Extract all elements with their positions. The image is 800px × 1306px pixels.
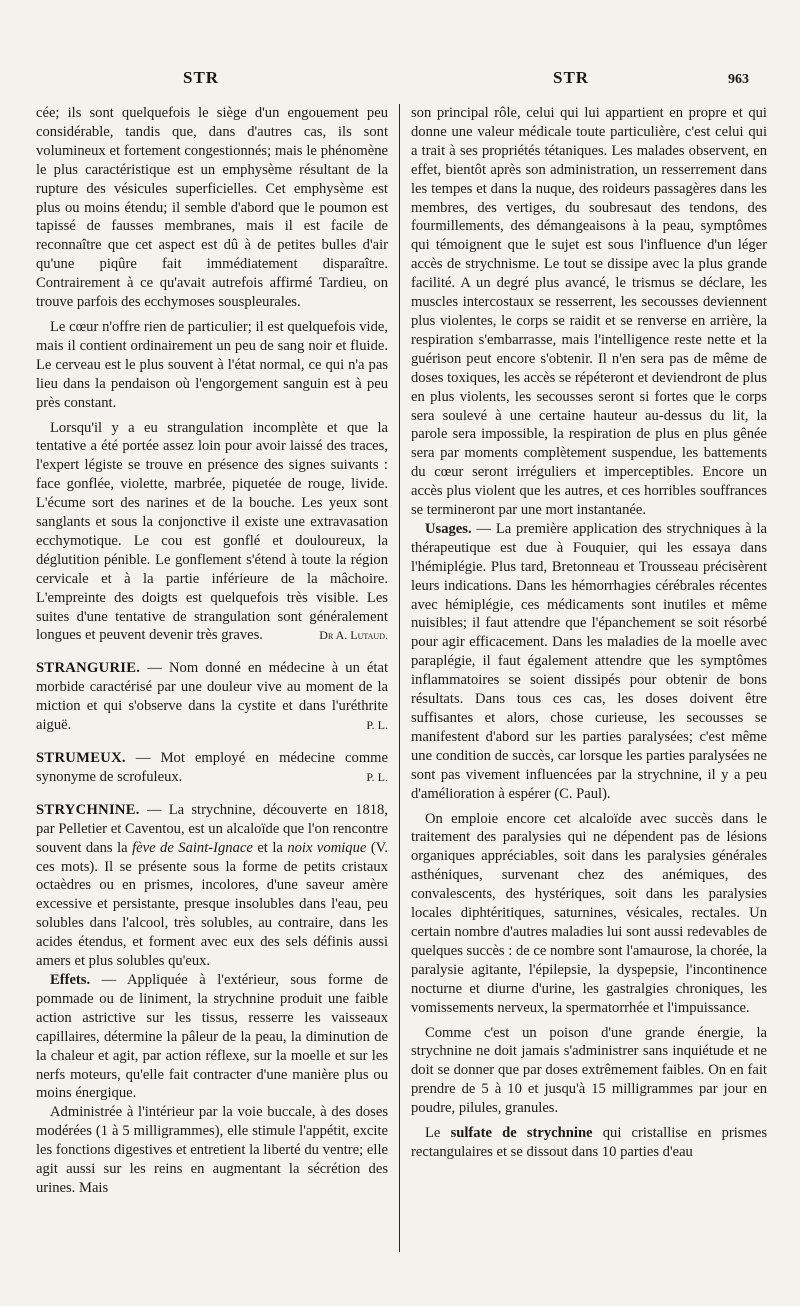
author-signature: P. L. [366,718,388,733]
entry-definition: et la [252,839,288,856]
entry-strychnine [36,801,388,971]
entry-headword: STRUMEUX. [36,750,126,766]
entry-headword: STRYCHNINE. [36,801,140,818]
paragraph-heart: Le cœur n'offre rien de particulier; il est quelquefois vide, mais il contient ordinairement un peu de sang noir et fluide. Le cerveau est le plus souvent à l'état normal, ce qui n'a pas lieu dans la pendaison où l'engorgement sanguin est à peu près constant. [36,318,388,411]
paragraph-lungs: cée; ils sont quelquefois le siège d'un engouement peu considérable, tandis que, dans d'autres cas, ils sont volumineux et fortement congestionnés; mais le phénomène le plus caractéristique est un emphysème résultant de la rupture des vésicules superficielles. Cet emphysème est plus ou moins étendu; il semble d'abord que le poumon est tapissé de fausses membranes, mais il est facile de reconnaître que cet aspect est dû à de petites bulles d'air qu'une piqûre fait immédiatement disparaître. Contrairement à ce qu'avait autrefois affirmé Tardieu, on trouve parfois des ecchymoses souspleurales. [36,105,388,311]
running-head-left: STR [183,68,220,87]
author-signature: Dr A. Lutaud. [319,628,388,643]
italic-term: fève de Saint-Ignace [132,839,253,856]
entry-headword: STRANGURIE. [36,660,141,677]
section-text: — La première application des strychniques à la thérapeutique est due à Fouquier, qui les essaya dans l'hémiplégie. Plus tard, Bretonneau et Trousseau précisèrent leurs indications. Dans les hémorrhagies cérébrales récentes avec hémiplégie, ces médicaments sont inutiles et même nuisibles; il faut attendre que l'épanchement se soit résorbé pour agir efficacement. Dans les maladies de la moelle avec paraplégie, il faut également attendre que les symptômes inflammatoires se soient dissipés pour obtenir de bons résultats. Dans tous ces cas, les doses doivent être suffisantes et alors, chose curieuse, les secousses se manifestent d'abord sur les parties paralysées; c'est même une condition de succès, car lorsque les parties paralysées ne sont pas vivement influencées par la strychnine, il y a peu d'amélioration à espérer (C. Paul). [411,520,767,802]
paragraph-dosage: Comme c'est un poison d'une grande énergie, la strychnine ne doit jamais s'administrer sans inquiétude et ne doit se donner que par doses extrêmement faibles. On en fait prendre de 5 à 10 et jusqu'à 15 milligrammes par jour en poudre, pilules, granules. [411,1024,767,1117]
section-heading: Usages. [425,520,472,537]
bold-term: sulfate de strychnine [450,1125,593,1142]
paragraph-sulfate [411,1124,767,1162]
paragraph-text: qui cristallise en prismes rectangulaires et se dissout dans 10 parties d'eau [411,1125,767,1160]
section-effets [36,971,388,1103]
entry-definition: — La strychnine, découverte en 1818, par Pelletier et Caventou, est un alcaloïde que l'on rencontre souvent dans la [36,801,388,856]
entry-definition: (V. ces mots). Il se présente sous la forme de petits cristaux octaèdres ou en prismes, incolores, d'une saveur amère excessive et persistante, presque insolubles dans l'eau, peu solubles dans l'alcool, très solubles, au contraire, dans les acides étendus, et forment avec eux des sels définis aussi amers et plus solubles qu'eux. [36,839,388,970]
section-usages [411,520,767,804]
entry-definition: — Mot employé en médecine comme synonyme de scrofuleux. [36,750,388,785]
paragraph-text: Le [425,1125,451,1142]
running-head-right: STR [553,68,590,87]
entry-strumeux [36,749,388,787]
entry-strangurie [36,659,388,735]
page-number: 963 [728,72,749,87]
left-column [36,104,388,1198]
paragraph-other-uses: On emploie encore cet alcaloïde avec succès dans le traitement des paralysies qui ne dépendent pas de lésions organiques appréciables, soit dans les paralysies générales asthéniques, survenant chez des anémiques, des convalescents, des hystériques, soit dans les paralysies locales diphtéritiques, saturnines, vésicales, rectales. Un certain nombre d'autres maladies lui sont aussi redevables de quelques succès : de ce nombre sont l'amaurose, la chorée, la paralysie agitante, l'épilepsie, la dyspepsie, l'incontinence nocturne et diurne d'urine, les gastralgies chroniques, les vomissements nerveux, la spermatorrhée et l'impuissance. [411,810,767,1016]
paragraph-text: Lorsqu'il y a eu strangulation incomplète et que la tentative a été portée assez loin pour avoir laissé des traces, l'expert légiste se trouve en présence des signes suivants : face gonflée, violette, marbrée, piquetée de rouge, livide. L'écume sort des narines et de la bouche. Les yeux sont sanglants et sous la conjonctive il existe une extravasation ecchymotique. Le cou est gonflé et douloureux, la déglutition pénible. Le gonflement s'étend à toute la région cervicale et à la partie inférieure de la mâchoire. L'empreinte des doigts est quelquefois très visible. Les suites d'une tentative de strangulation sont généralement longues et peuvent devenir très graves. [36,419,388,644]
author-signature: P. L. [366,769,388,784]
section-text: — Appliquée à l'extérieur, sous forme de pommade ou de liniment, la strychnine produit une faible action astrictive sur les tissus, resserre les vaisseaux capillaires, détermine la pâleur de la peau, la diminution de la chaleur et agit, par action réflexe, sur la moelle et sur les nerfs moteurs, qu'elle fait contracter d'une manière plus ou moins énergique. [36,971,388,1102]
column-divider [399,104,400,1252]
paragraph-administration: Administrée à l'intérieur par la voie buccale, à des doses modérées (1 à 5 milligrammes), elle stimule l'appétit, excite les fonctions digestives et entretient la liberté du ventre; elle agit aussi sur les reins en augmentant la sécrétion des urines. Mais [36,1104,388,1196]
entry-definition: — Nom donné en médecine à un état morbide caractérisé par une douleur vive au moment de la miction et qui s'observe dans la cystite et dans l'uréthrite aiguë. [36,660,388,734]
paragraph-incomplete-strangulation [36,419,388,646]
paragraph-tetanic-properties: son principal rôle, celui qui lui appartient en propre et qui donne une valeur médicale toute particulière, c'est celui qui a trait à ses propriétés tétaniques. Les malades observent, en effet, bientôt après son administration, un resserrement dans les tempes et dans la nuque, des roideurs passagères dans les membres, des vertiges, du soubresaut des tendons, des fourmillements, des démangeaisons à la peau, symptômes qui témoignent que le sujet est sous l'influence d'un léger accès de strychnisme. Le tout se dissipe avec la plus grande facilité. A un degré plus avancé, le trismus se déclare, les muscles intercostaux se resserrent, les secousses deviennent plus violentes, le corps se raidit et se renverse en arrière, la respiration s'embarrasse, mais l'intelligence reste nette et la guérison peut encore s'obtenir. Il n'en sera pas de même de doses toxiques, les accès se répéteront et deviendront de plus en plus violents, les secousses seront si fortes que le corps sera soulevé à une certaine hauteur au-dessus du lit, la parole sera impossible, la respiration de plus en plus gênée sera par moments complètement suspendue, les battements du cœur seront irréguliers et imperceptibles. Encore un accès plus violent que les autres, et ces horribles souffrances se termineront par une mort instantanée. [411,105,767,519]
italic-term: noix vomique [287,839,367,856]
section-heading: Effets. [50,971,91,988]
right-column [411,104,767,1162]
